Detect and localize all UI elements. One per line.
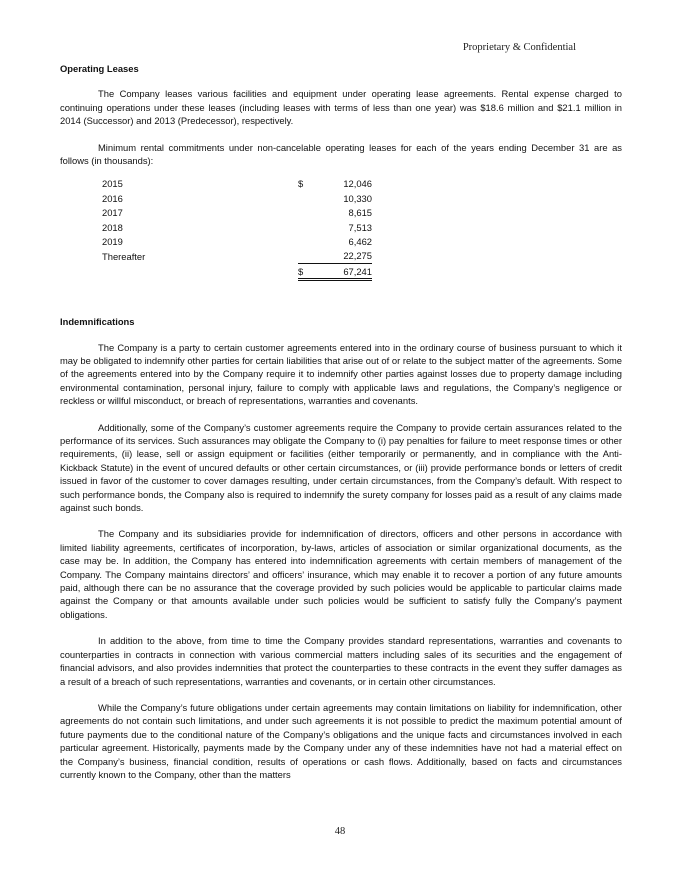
- operating-leases-paragraph-2: Minimum rental commitments under non-cancelable operating leases for each of the years ending December 31 are as follows (in thousands):: [60, 141, 622, 167]
- amount-cell: 7,513: [348, 221, 372, 233]
- year-cell: 2018: [102, 221, 123, 233]
- table-row: [102, 191, 372, 205]
- operating-leases-heading: Operating Leases: [60, 63, 139, 74]
- table-row: [102, 234, 372, 248]
- table-row: [102, 220, 372, 234]
- year-cell: Thereafter: [102, 250, 146, 262]
- year-cell: 2016: [102, 192, 123, 204]
- total-row: [102, 263, 372, 279]
- indemnifications-paragraph-4: In addition to the above, from time to time the Company provides standard representations, warranties and covenants to counterparties in contracts in connection with various commercial matters including sales of its securities and the engagement of financial advisors, and also provides indemnities that protect the counterparties to these contracts in the event they suffer damages as a result of a breach of such representations, warranties and covenants, or in certain other circumstances.: [60, 635, 622, 687]
- table-row: [102, 176, 372, 190]
- page-number: 48: [334, 826, 346, 837]
- confidential-header: Proprietary & Confidential: [462, 42, 576, 53]
- indemnifications-paragraph-3: The Company and its subsidiaries provide for indemnification of directors, officers and other persons in accordance with limited liability agreements, certificates of incorporation, by-laws, articles of association or similar organizational documents, as the case may be. In addition, the Company has entered into indemnification agreements with certain members of management of the Company. The Company maintains directors’ and officers’ insurance, which may enable it to recover a portion of any future amounts paid, although there can be no assurance that the coverage provided by such policies would be applicable to particular claims made against the Company or that amounts available under such policies would be sufficient to satisfy fully the Company’s payment obligations.: [60, 528, 622, 620]
- page-content: [60, 62, 622, 794]
- amount-cell: 6,462: [348, 235, 372, 247]
- year-cell: 2015: [102, 178, 123, 190]
- total-amount: 67,241: [312, 263, 372, 279]
- indemnifications-paragraph-1: The Company is a party to certain customer agreements entered into in the ordinary course of business pursuant to which it may be obligated to indemnify other parties for certain liabilities that arise out of or relate to the subject matter of the agreements. Some of the agreements entered into by the Company require it to indemnify other parties against losses due to property damage including environmental contamination, personal injury, failure to comply with applicable laws and regulations, the Company’s negligence or reckless or willful misconduct, or breach of representations, warranties and covenants.: [60, 341, 622, 407]
- currency-symbol: $: [298, 263, 312, 279]
- indemnifications-paragraph-5: While the Company’s future obligations under certain agreements may contain limitations on liability for indemnification, other agreements do not contain such limitations, and under such agreements it is not possible to predict the maximum potential amount of future payments due to the conditional nature of the Company’s obligations and the unique facts and circumstances involved in each particular agreement. Historically, payments made by the Company under any of these indemnities have not had a material effect on the Company’s business, financial condition, results of operations or cash flows. Additionally, based on facts and circumstances currently known to the Company, other than the matters: [60, 701, 622, 780]
- amount-cell: 22,275: [312, 248, 372, 263]
- lease-commitments-table: [102, 176, 372, 281]
- operating-leases-paragraph-1: The Company leases various facilities and equipment under operating lease agreements. Rental expense charged to continuing operations under these leases (including leases with terms of less than one year) was $18.6 million and $21.1 million in 2014 (Successor) and 2013 (Predecessor), respectively.: [60, 88, 622, 127]
- amount-cell: 8,615: [348, 207, 372, 219]
- table-row: [102, 248, 372, 263]
- amount-cell: 10,330: [343, 192, 372, 204]
- indemnifications-heading: Indemnifications: [60, 316, 135, 328]
- currency-symbol: $: [298, 178, 304, 190]
- year-cell: 2017: [102, 207, 123, 219]
- indemnifications-paragraph-2: Additionally, some of the Company’s customer agreements require the Company to provide certain assurances related to the performance of its services. Such assurances may obligate the Company to (i) pay penalties for failure to meet response times or other requirements, (ii) lease, sell or assign equipment or facilities (either temporarily or permanently, and in compliance with the Anti-Kickback Statute) in the event of uncured defaults or other certain circumstances, or (iii) provide performance bonds or letters of credit issued in favor of the customer to cover damages resulting, under certain circumstances, from the Company’s default. With respect to such performance bonds, the Company also is required to indemnify the surety company for losses paid as a result of any claims made against such bonds.: [60, 421, 622, 514]
- amount-cell: 12,046: [343, 178, 372, 190]
- year-cell: 2019: [102, 235, 123, 247]
- table-row: [102, 205, 372, 219]
- indemnifications-section: [60, 315, 622, 781]
